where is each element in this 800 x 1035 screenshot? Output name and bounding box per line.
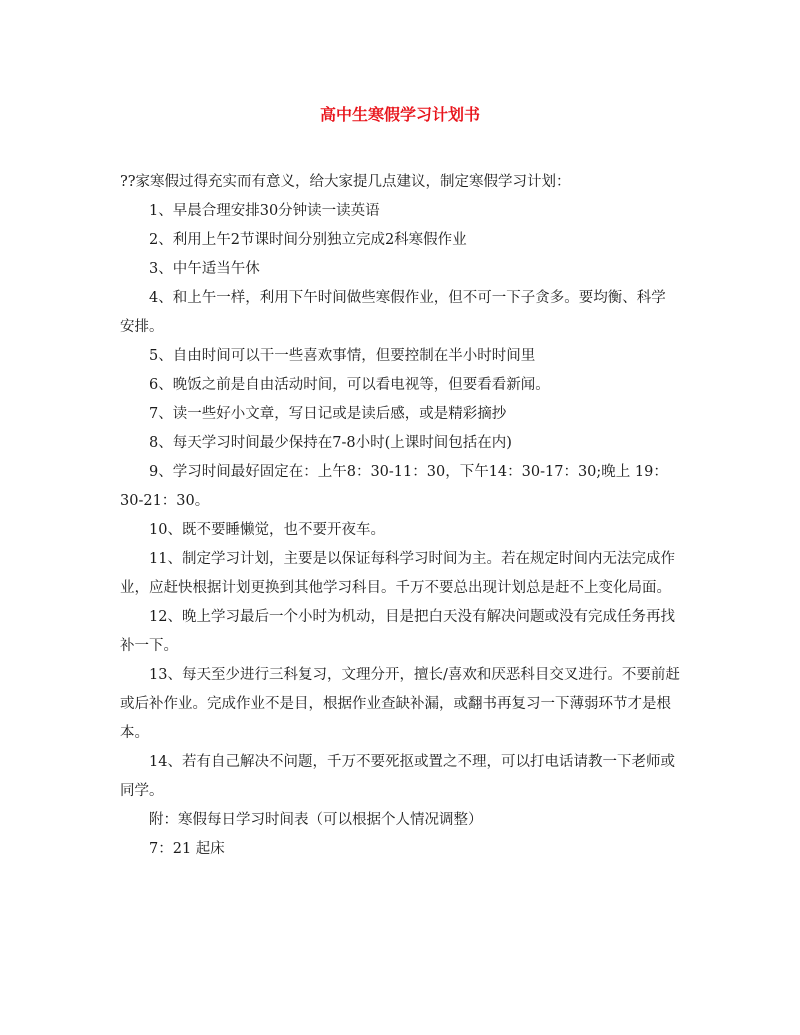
intro-paragraph: ??家寒假过得充实而有意义，给大家提几点建议，制定寒假学习计划： (120, 174, 571, 190)
list-item: 7、读一些好小文章，写日记或是读后感，或是精彩摘抄 (149, 406, 507, 422)
document-title: 高中生寒假学习计划书 (319, 105, 480, 124)
list-item: 6、晚饭之前是自由活动时间，可以看电视等，但要看看新闻。 (149, 377, 550, 393)
list-item: 12、晚上学习最后一个小时为机动，目是把白天没有解决问题或没有完成任务再找补一下。 (120, 609, 675, 654)
list-item: 1、早晨合理安排30分钟读一读英语 (149, 203, 380, 219)
list-item: 3、中午适当午休 (149, 261, 260, 277)
list-item: 10、既不要睡懒觉，也不要开夜车。 (149, 522, 385, 538)
list-item: 14、若有自己解决不问题，千万不要死抠或置之不理，可以打电话请教一下老师或同学。 (120, 754, 675, 799)
list-item: 8、每天学习时间最少保持在7-8小时(上课时间包括在内) (149, 435, 512, 451)
list-item: 5、自由时间可以干一些喜欢事情，但要控制在半小时时间里 (149, 348, 536, 364)
schedule-entry: 7：21 起床 (149, 841, 225, 857)
list-item: 4、和上午一样，利用下午时间做些寒假作业，但不可一下子贪多。要均衡、科学安排。 (120, 290, 666, 335)
appendix-heading: 附：寒假每日学习时间表（可以根据个人情况调整） (149, 812, 483, 828)
document-body (120, 168, 680, 864)
list-item: 2、利用上午2节课时间分别独立完成2科寒假作业 (149, 232, 467, 248)
list-item: 9、学习时间最好固定在：上午8：30-11：30，下午14：30-17：30;晚上 19：30-21：30。 (120, 464, 668, 509)
list-item: 11、制定学习计划，主要是以保证每科学习时间为主。若在规定时间内无法完成作业，应赶快根据计划更换到其他学习科目。千万不要总出现计划总是赶不上变化局面。 (120, 551, 675, 596)
list-item: 13、每天至少进行三科复习，文理分开，擅长/喜欢和厌恶科目交叉进行。不要前赶或后补作业。完成作业不是目，根据作业查缺补漏，或翻书再复习一下薄弱环节才是根本。 (120, 667, 680, 741)
